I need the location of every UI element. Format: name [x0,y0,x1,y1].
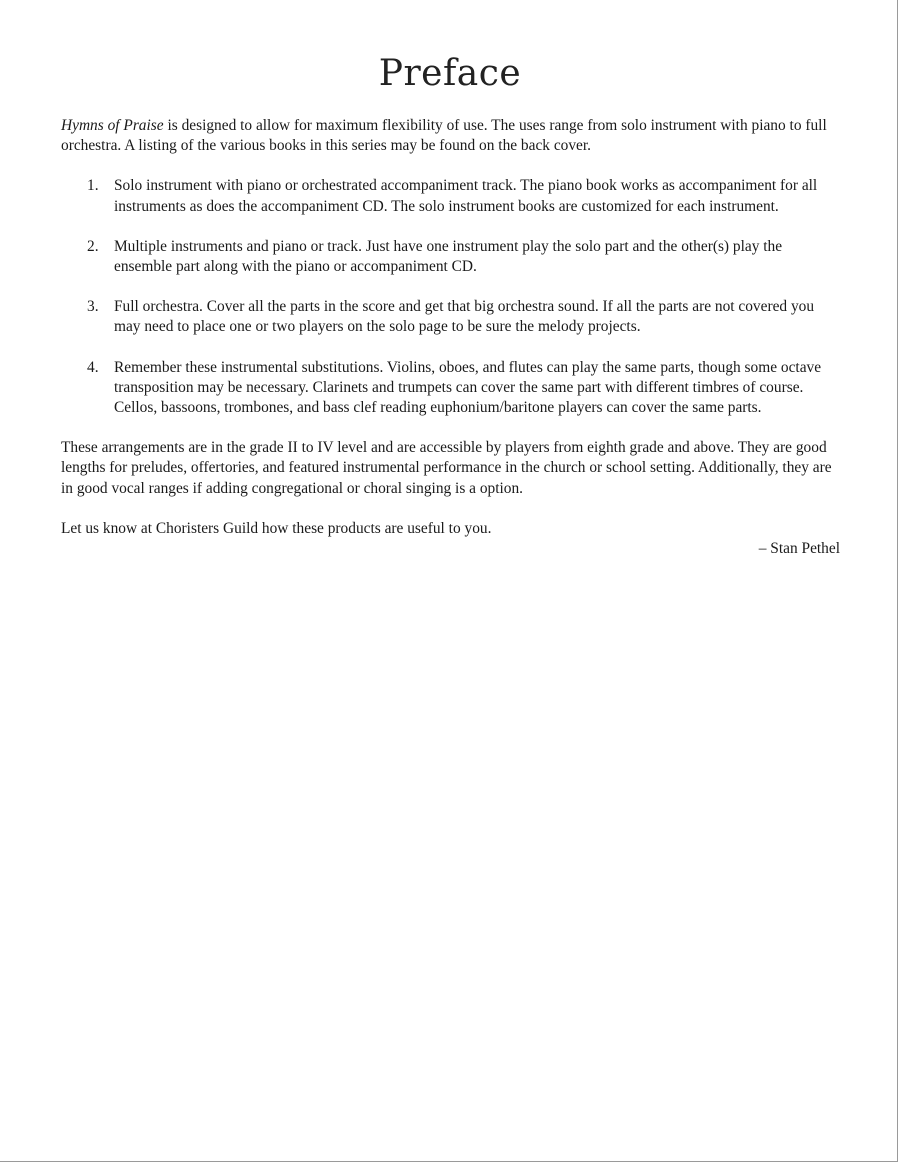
list-item-text: Full orchestra. Cover all the parts in the score and get that big orchestra sound. If all the parts are not covered you may need to place one or two players on the solo page to be sure the melody projects. [114,298,815,336]
list-item-text: Solo instrument with piano or orchestrated accompaniment track. The piano book works as accompaniment for all instruments as does the accompaniment CD. The solo instrument books are customized for each instrument. [114,177,818,215]
list-item-number: 2. [87,237,99,255]
intro-text: is designed to allow for maximum flexibility of use. The uses range from solo instrument with piano to full orchestra. A listing of the various books in this series may be found on the back cover. [61,117,827,155]
signature: – Stan Pethel [758,540,840,558]
final-line: Let us know at Choristers Guild how these products are useful to you. [61,519,492,537]
preface-body [61,116,843,559]
list-item-text: Multiple instruments and piano or track. Just have one instrument play the solo part and the other(s) play the ensemble part along with the piano or accompaniment CD. [114,237,783,276]
list-item [61,237,843,277]
book-title: Hymns of Praise [61,117,164,134]
list-item [61,358,843,419]
list-item-text: Remember these instrumental substitutions. Violins, oboes, and flutes can play the same parts, though some octave transposition may be necessary. Clarinets and trumpets can cover the same part with different timbres of course. Cellos, bassoons, trombones, and bass clef reading euphonium/baritone players can cover the same parts. [114,358,822,417]
list-item-number: 1. [87,177,99,195]
list-item-number: 3. [87,298,99,316]
closing-paragraph: These arrangements are in the grade II to IV level and are accessible by players from eighth grade and above. They are good lengths for preludes, offertories, and featured instrumental performance in the church or school setting. Additionally, they are in good vocal ranges if adding congregational or choral singing is a option. [61,439,832,497]
list-item [61,176,843,216]
intro-paragraph [61,116,843,156]
list-item [61,297,843,337]
page-title: Preface [378,53,522,94]
usage-list [61,176,843,418]
list-item-number: 4. [87,358,99,376]
